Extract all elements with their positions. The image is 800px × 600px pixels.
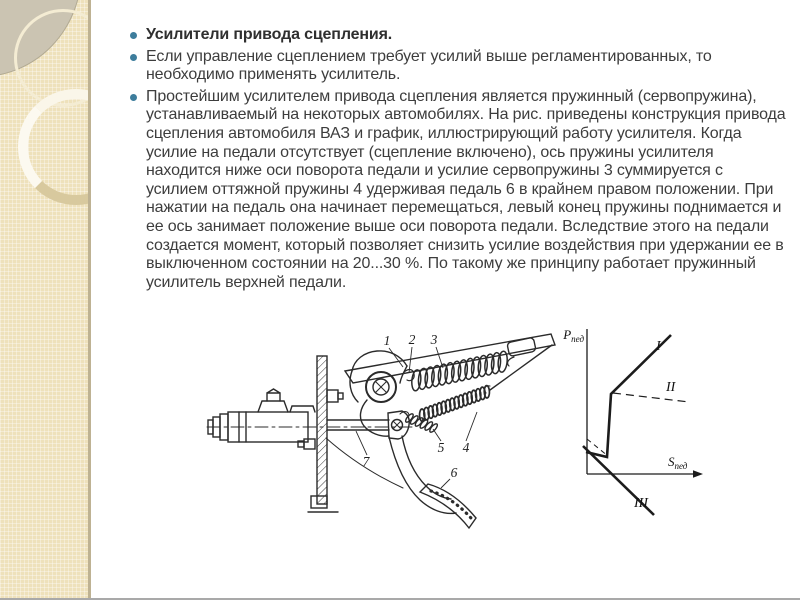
curve-II-label: II (666, 380, 676, 395)
mechanism-drawing (207, 334, 555, 528)
part-label-5: 5 (437, 440, 445, 455)
master-cylinder (208, 389, 315, 442)
part-label-3: 3 (430, 332, 438, 347)
part-label-1: 1 (383, 333, 391, 348)
pedal-arm (389, 436, 456, 513)
sidebar-decoration (0, 0, 91, 600)
bullet-item: Если управление сцеплением требует усилий выше регламентированных, то необходимо применять усилитель. (128, 48, 788, 85)
pedal-lever (345, 334, 555, 383)
part-label-2: 2 (408, 332, 416, 347)
bullet-list (128, 26, 788, 295)
curve-II (613, 393, 689, 402)
pedal-force-graph (550, 310, 800, 530)
part-label-6: 6 (450, 465, 458, 480)
bullet-item-title: Усилители привода сцепления. (128, 26, 788, 45)
return-spring (419, 385, 489, 421)
clutch-mechanism-figure (185, 325, 580, 565)
decorative-ring (18, 89, 91, 205)
x-axis-arrow (693, 470, 703, 477)
part-label-7: 7 (362, 454, 370, 469)
curve-III-label: III (634, 496, 648, 511)
bullet-item: Простейшим усилителем привода сцепления является пружинный (сервопружина), устанавливаемый на некоторых автомобилях. На рис. приведены конструкция привода сцепления автомобиля ВАЗ и график, иллюстрирующий работу усилителя. Когда усилие на педали отсутствует (сцепление включено), ось пружины усилителя находится ниже оси поворота педали и усилие сервопружины 3 суммируется с усилием оттяжной пружины 4 удерживая педаль 6 в крайнем правом положении. При нажатии на педаль она начинает перемещаться, левый конец пружины поднимается и ее ось занимает положение выше оси поворота педали. Вследствие этого на педали создается момент, который позволяет снизить усилие воздействия при удержании ее в выключенном состоянии на 20...30 %. По такому же принципу работает пружинный усилитель верхней педали. (128, 88, 788, 293)
part-label-4: 4 (462, 440, 470, 455)
pushrod (327, 411, 409, 439)
mounting-bracket (298, 356, 343, 512)
x-axis-label: $S_{пед}$ (668, 454, 688, 471)
y-axis-label: $Р_{пед}$ (563, 327, 584, 344)
curve-I-label: I (656, 339, 661, 354)
